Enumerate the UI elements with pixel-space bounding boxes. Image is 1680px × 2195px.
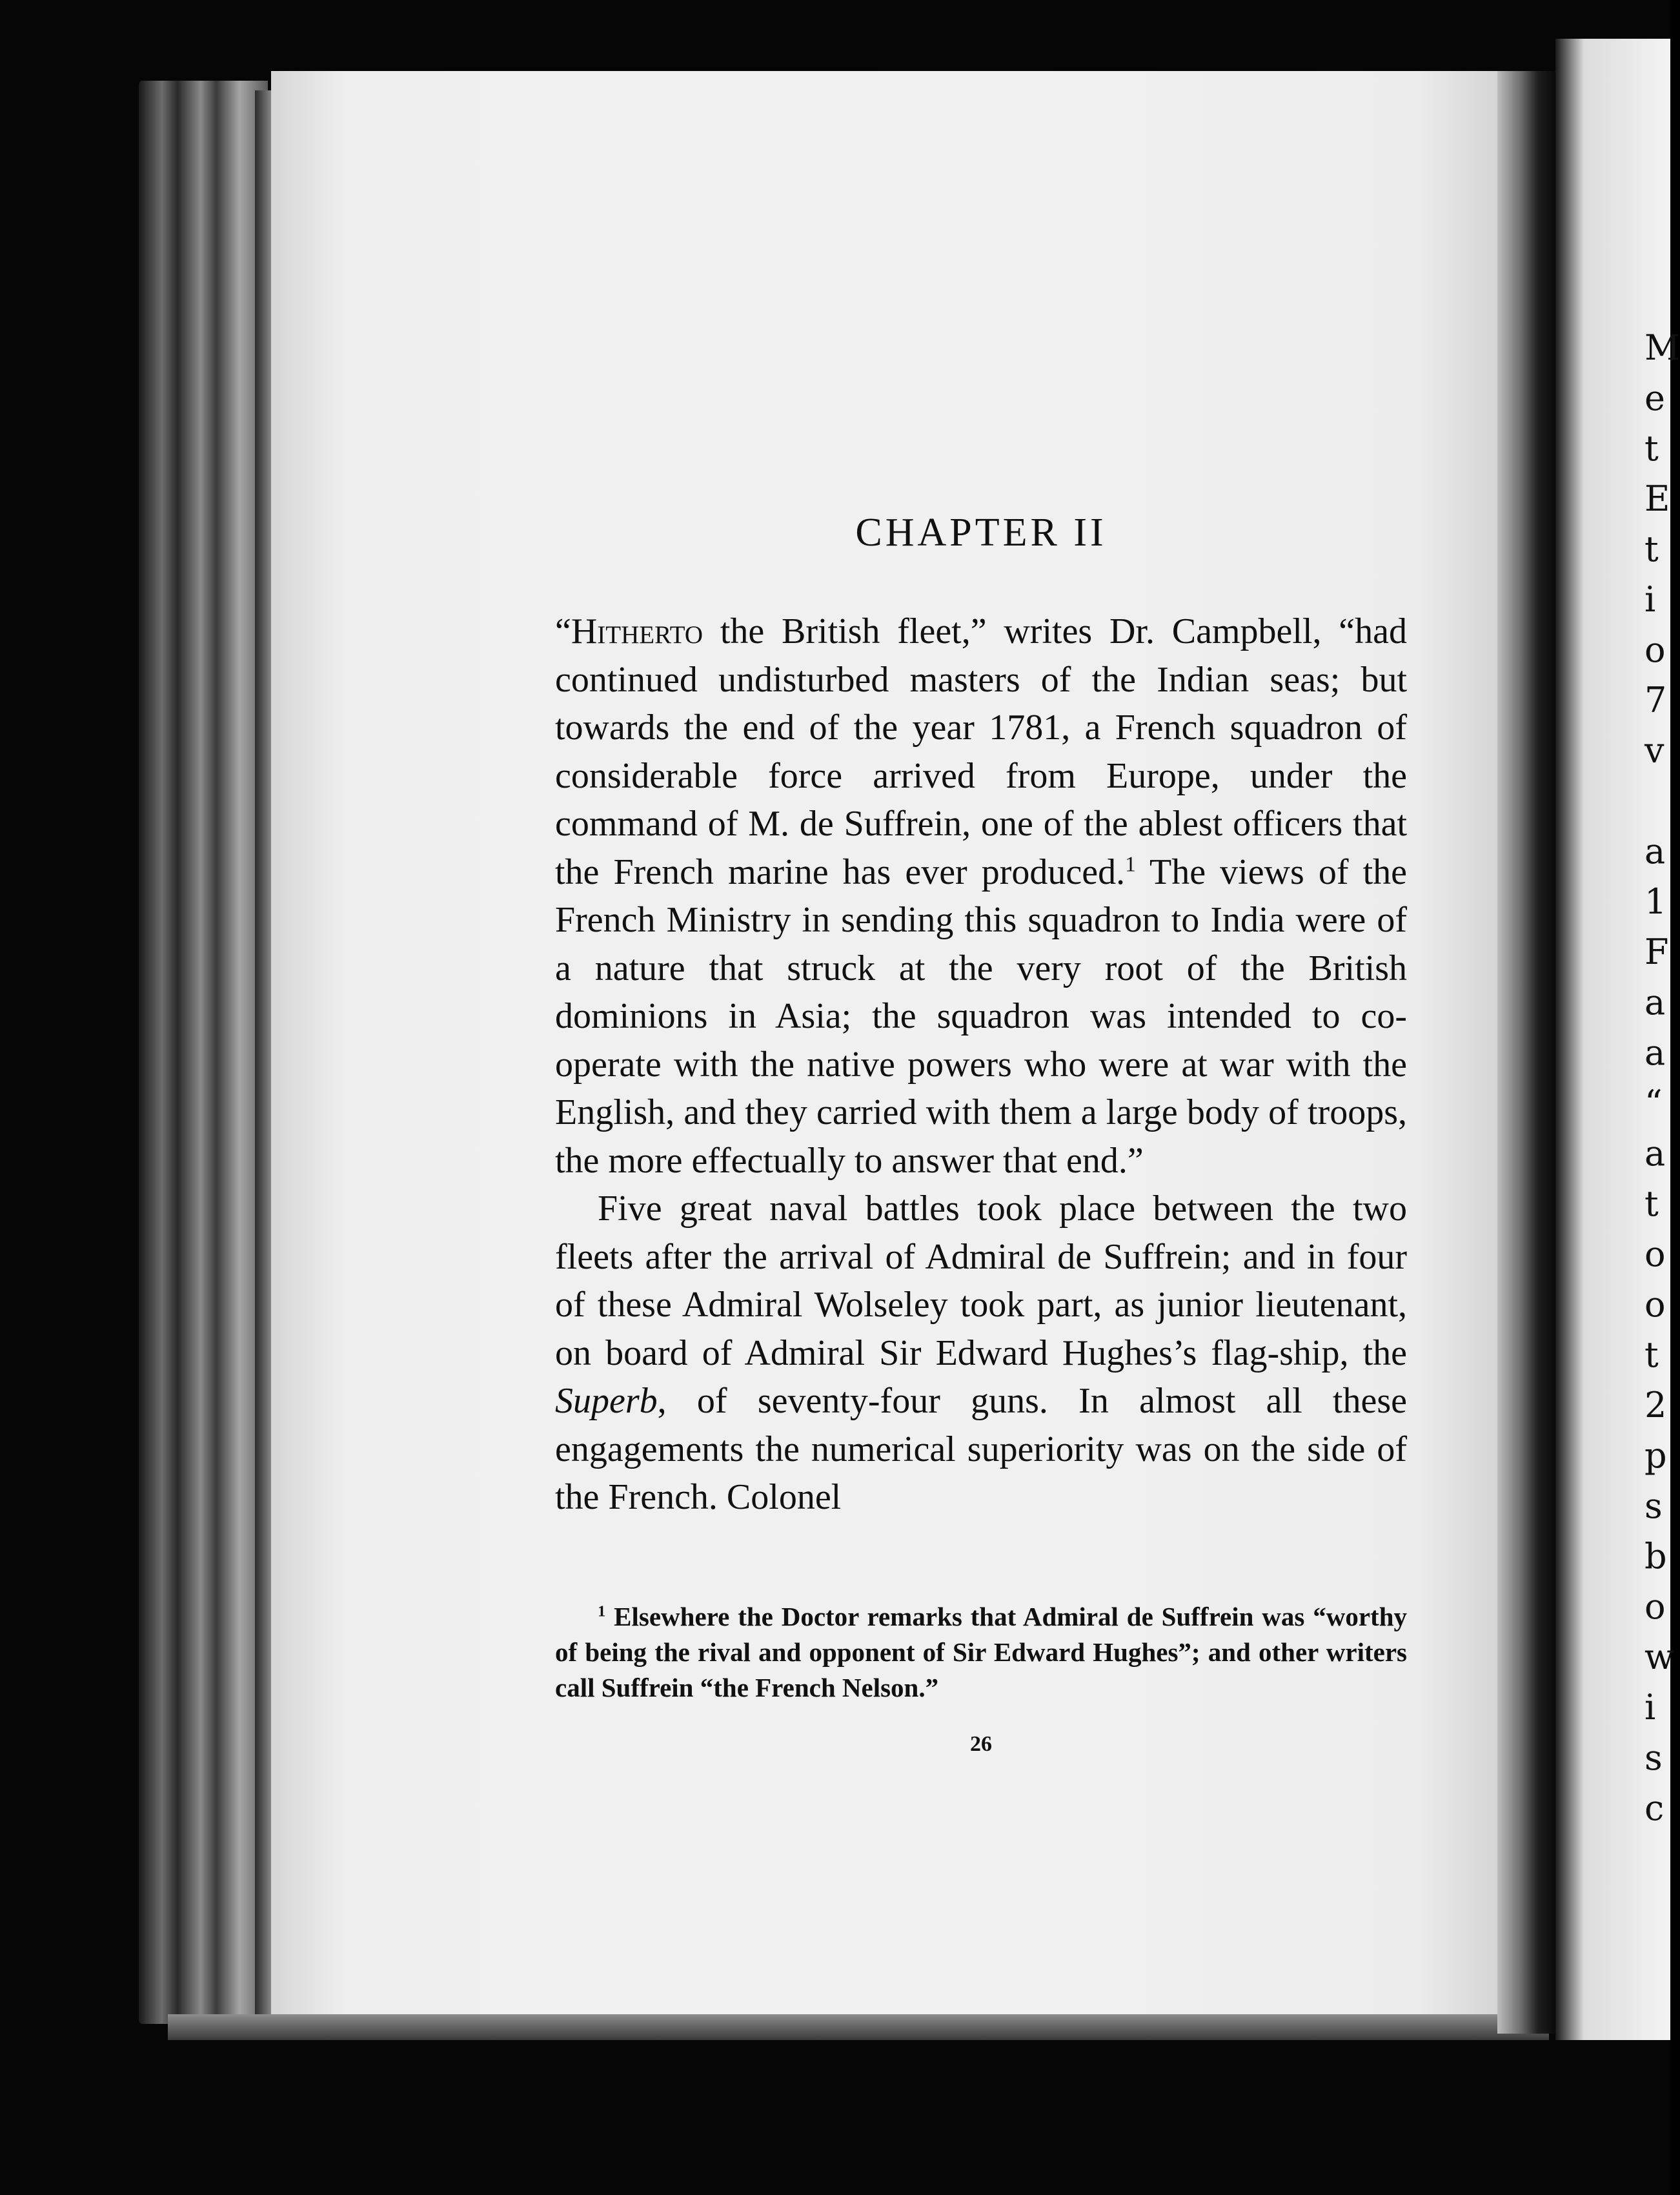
- open-quote: “: [555, 611, 571, 651]
- paragraph-1-text-continued: The views of the French Ministry in sending this squadron to India were of a nature that struck at the very root of the British dominions in Asia; the squadron was intended to co-operate with the native powers who were at war with the English, and they carried with them a large body of troops, the more effectually to answer that end.”: [555, 852, 1407, 1181]
- footnote: [555, 1599, 1407, 1706]
- chapter-title: CHAPTER II: [855, 511, 1107, 555]
- page-bottom-edge: [168, 2014, 1549, 2040]
- footnote-text: Elsewhere the Doctor remarks that Admiral de Suffrein was “worthy of being the rival and opponent of Sir Edward Hughes”; and other writers call Suffrein “the French Nelson.”: [555, 1601, 1407, 1702]
- facing-page-text: M e t E t i o 7 v a 1 F a a “ a t o o t 2 p s b o w i s c: [1645, 327, 1680, 1828]
- paragraph-1: [555, 607, 1407, 1185]
- page-text-block: [555, 510, 1407, 1757]
- paragraph-2: [555, 1185, 1407, 1522]
- book-cover-edge: [139, 81, 268, 2024]
- page-number: 26: [970, 1731, 992, 1756]
- ship-name: Superb: [555, 1381, 658, 1421]
- footnote-reference: 1: [1125, 852, 1136, 876]
- paragraph-2-text: Five great naval battles took place between the two fleets after the arrival of Admiral de Suffrein; and in four of these Admiral Wolseley took part, as junior lieutenant, on board of Admiral Sir Edward Hughes’s flag-ship, the: [555, 1189, 1407, 1373]
- paragraph-2-text-continued: , of seventy-four guns. In almost all these engagements the numerical superiority was on the side of the French. Colonel: [555, 1381, 1407, 1517]
- lead-word: Hitherto: [571, 611, 703, 651]
- book-spine: [1497, 71, 1555, 2034]
- footnote-marker: 1: [598, 1602, 606, 1620]
- paragraph-1-text: the British fleet,” writes Dr. Campbell, “had continued undisturbed masters of the Indian seas; but towards the end of the year 1781, a French squadron of considerable force arrived from Europe, under the command of M. de Suffrein, one of the ablest officers that the French marine has ever produced.: [555, 611, 1407, 892]
